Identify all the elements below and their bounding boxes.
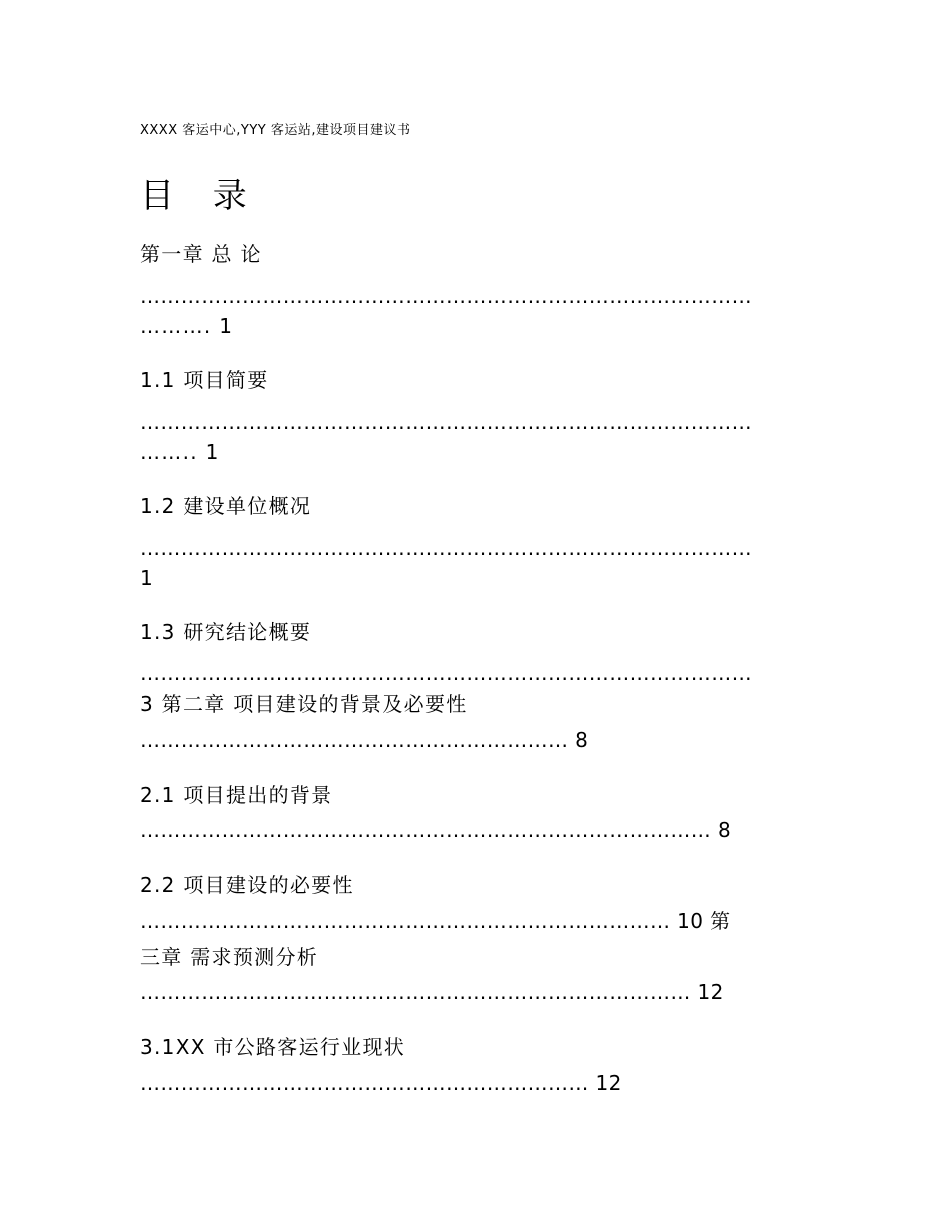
toc-dot-leader-with-page: ………………………………………………………… 12 — [140, 1071, 622, 1095]
toc-entry-chapter-2[interactable]: 3 第二章 项目建设的背景及必要性 — [140, 692, 468, 716]
toc-entry-3-1[interactable]: 3.1XX 市公路客运行业现状 — [140, 1035, 406, 1059]
toc-title: 目 录 — [140, 176, 261, 216]
toc-dot-leader: ……………………………………………………………………………… — [140, 536, 752, 560]
toc-dot-leader-with-page: ……………………………………………………………………… 12 — [140, 980, 724, 1004]
toc-dot-leader: ……………………………………………………………………………… — [140, 410, 752, 434]
toc-page-number-line: ………. 1 — [140, 314, 234, 338]
toc-entry-1-1[interactable]: 1.1 项目简要 — [140, 368, 269, 392]
toc-page-number-line: 1 — [140, 566, 155, 590]
toc-entry-2-2[interactable]: 2.2 项目建设的必要性 — [140, 873, 354, 897]
toc-dot-leader-with-page: …………………………………………………………………… 10 第 — [140, 909, 731, 933]
toc-dot-leader-with-page: ………………………………………………………………………… 8 — [140, 818, 732, 842]
toc-dot-leader: ……………………………………………………………………………… — [140, 661, 752, 685]
toc-entry-1-2[interactable]: 1.2 建设单位概况 — [140, 494, 312, 518]
toc-entry-2-1[interactable]: 2.1 项目提出的背景 — [140, 783, 333, 807]
toc-dot-leader: ……………………………………………………………………………… — [140, 284, 752, 308]
document-header: XXXX 客运中心,YYY 客运站,建设项目建议书 — [140, 123, 411, 138]
toc-entry-1-3[interactable]: 1.3 研究结论概要 — [140, 620, 312, 644]
toc-entry-chapter-1[interactable]: 第一章 总 论 — [140, 242, 262, 266]
toc-page-number-line: …….. 1 — [140, 440, 220, 464]
toc-entry-chapter-3[interactable]: 三章 需求预测分析 — [140, 945, 319, 969]
toc-dot-leader-with-page: ……………………………………………………… 8 — [140, 728, 589, 752]
